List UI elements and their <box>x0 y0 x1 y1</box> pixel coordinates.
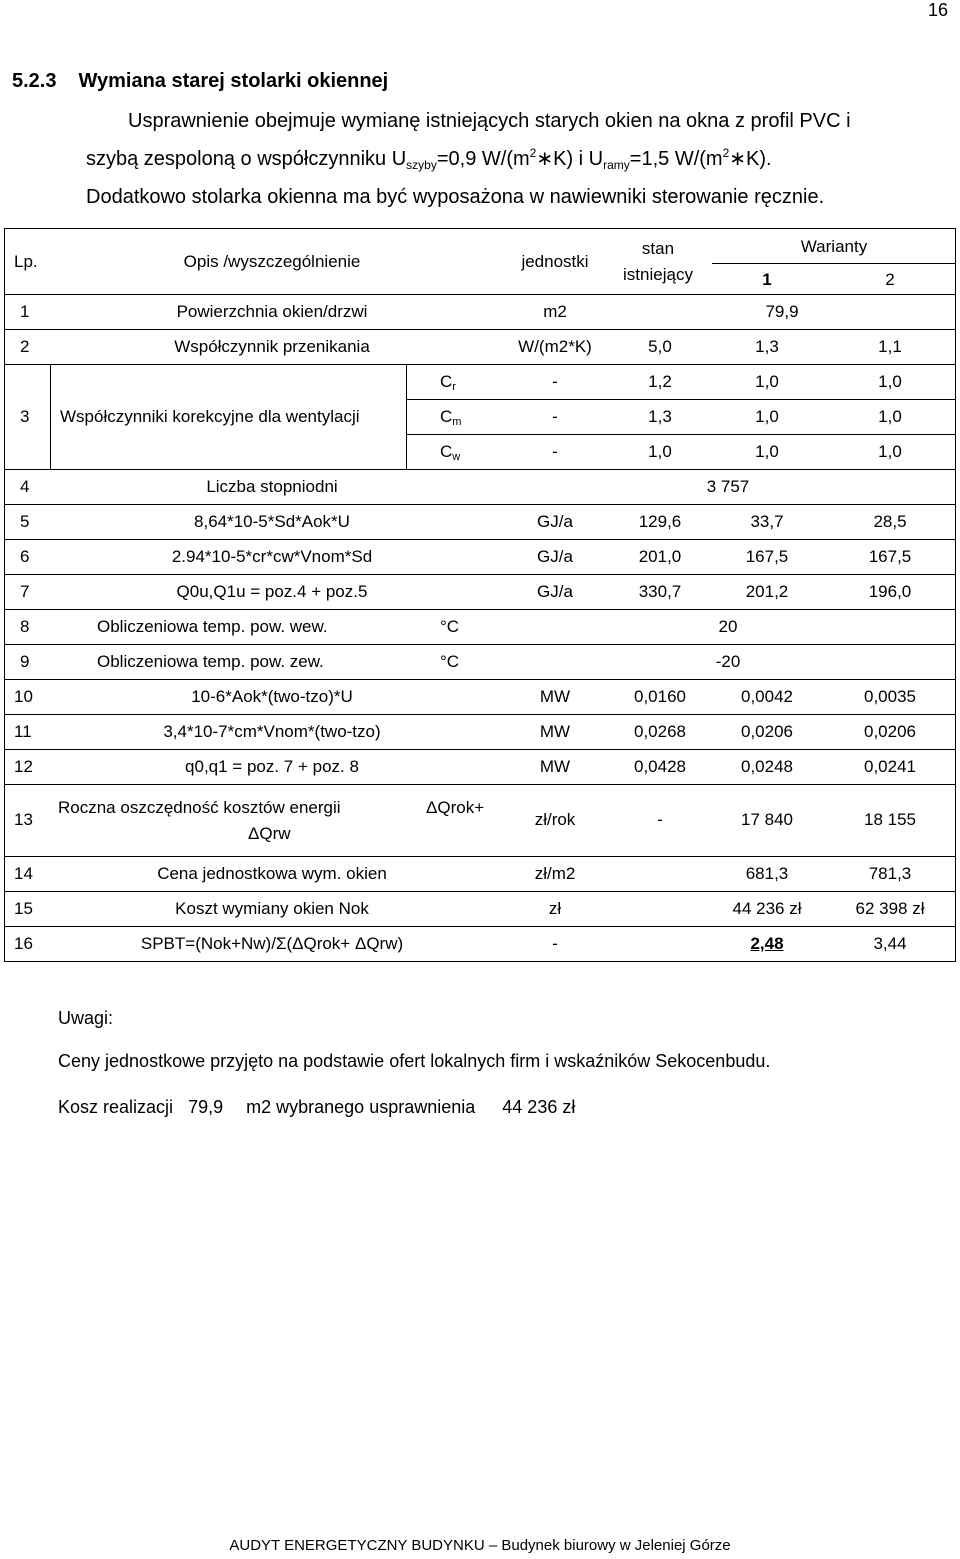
intro-line-1: Usprawnienie obejmuje wymianę istniejących starych okien na okna z profil PVC i <box>128 110 851 132</box>
row11-opis: 3,4*10-7*cm*Vnom*(two-tzo) <box>163 722 381 741</box>
row3-cw-jednostki: - <box>552 442 558 461</box>
notes-title: Uwagi: <box>58 1008 114 1028</box>
row7-lp: 7 <box>20 582 30 601</box>
page-number: 16 <box>927 0 948 20</box>
symbol-text: C <box>440 442 453 461</box>
notes-text: Kosz realizacji <box>58 1097 174 1117</box>
table-rule <box>4 714 956 715</box>
row16-wariant-1: 2,48 <box>750 934 784 953</box>
table-rule <box>4 469 956 470</box>
row13-wariant-2: 18 155 <box>864 810 916 829</box>
intro-line-2 <box>86 137 952 181</box>
header-wariant-2: 2 <box>885 270 895 289</box>
row1-lp: 1 <box>20 302 30 321</box>
row11-wariant-1: 0,0206 <box>741 722 793 741</box>
table-rule <box>4 891 956 892</box>
row12-stan: 0,0428 <box>634 757 686 776</box>
section-heading <box>12 70 388 93</box>
intro-text: ∗K) i U <box>536 148 604 170</box>
table-rule <box>4 329 956 330</box>
header-jednostki: jednostki <box>521 252 589 271</box>
row2-stan: 5,0 <box>648 337 672 356</box>
row5-opis: 8,64*10-5*Sd*Aok*U <box>194 512 350 531</box>
row5-lp: 5 <box>20 512 30 531</box>
row3-divider <box>406 364 407 469</box>
table-rule <box>4 926 956 927</box>
row4-opis: Liczba stopniodni <box>206 477 338 496</box>
row2-wariant-1: 1,3 <box>755 337 779 356</box>
row13-stan: - <box>657 810 663 829</box>
intro-line-3: Dodatkowo stolarka okienna ma być wyposażona w nawiewniki sterowanie ręcznie. <box>86 186 825 208</box>
row14-wariant-1: 681,3 <box>745 864 789 883</box>
table-rule <box>4 856 956 857</box>
row3-cr-wariant-1: 1,0 <box>755 372 779 391</box>
intro-text: =1,5 W/(m <box>629 148 723 170</box>
row16-lp: 16 <box>14 934 33 953</box>
table-rule <box>4 574 956 575</box>
row3-cr-wariant-2: 1,0 <box>878 372 902 391</box>
row12-lp: 12 <box>14 757 33 776</box>
row10-stan: 0,0160 <box>634 687 686 706</box>
row15-opis: Koszt wymiany okien Nok <box>175 899 369 918</box>
row12-opis: q0,q1 = poz. 7 + poz. 8 <box>185 757 359 776</box>
page-footer: AUDYT ENERGETYCZNY BUDYNKU – Budynek biurowy w Jeleniej Górze <box>229 1537 731 1554</box>
table-rule <box>4 784 956 785</box>
table-border-bottom <box>4 961 956 962</box>
notes-area-value: 79,9 <box>188 1097 224 1117</box>
row6-wariant-2: 167,5 <box>868 547 912 566</box>
row8-lp: 8 <box>20 617 30 636</box>
row3-cm-label <box>440 407 461 428</box>
row13-opis-3: ΔQrok+ <box>426 798 485 817</box>
symbol-subscript: m <box>452 416 462 428</box>
symbol-text: C <box>440 372 453 391</box>
section-title: Wymiana starej stolarki okiennej <box>78 70 389 92</box>
row10-opis: 10-6*Aok*(two-tzo)*U <box>191 687 353 706</box>
row10-jednostki: MW <box>539 687 571 706</box>
row3-cw-wariant-2: 1,0 <box>878 442 902 461</box>
row1-value: 79,9 <box>765 302 799 321</box>
notes-line-1: Ceny jednostkowe przyjęto na podstawie ofert lokalnych firm i wskaźników Sekocenbudu. <box>58 1051 771 1071</box>
row14-jednostki: zł/m2 <box>534 864 576 883</box>
row11-lp: 11 <box>14 722 32 741</box>
row3-cw-label <box>440 442 460 463</box>
row11-jednostki: MW <box>539 722 571 741</box>
row13-opis-1: Roczna oszczędność kosztów energii <box>58 798 341 817</box>
intro-text: ∗K). <box>729 148 772 170</box>
row2-lp: 2 <box>20 337 30 356</box>
row1-opis: Powierzchnia okien/drzwi <box>176 302 368 321</box>
row16-opis: SPBT=(Nok+Nw)/Σ(ΔQrok+ ΔQrw) <box>140 934 404 953</box>
row3-opis: Współczynniki korekcyjne dla wentylacji <box>60 407 360 426</box>
header-lp: Lp. <box>14 252 38 271</box>
table-rule <box>4 539 956 540</box>
table-header-rule <box>712 263 956 264</box>
row6-wariant-1: 167,5 <box>745 547 789 566</box>
row11-stan: 0,0268 <box>634 722 686 741</box>
row3-cr-label <box>440 372 456 393</box>
row2-wariant-2: 1,1 <box>878 337 902 356</box>
row5-wariant-1: 33,7 <box>750 512 784 531</box>
row6-opis: 2.94*10-5*cr*cw*Vnom*Sd <box>171 547 373 566</box>
row13-lp: 13 <box>14 810 33 829</box>
row3-cr-stan: 1,2 <box>648 372 672 391</box>
row7-wariant-2: 196,0 <box>868 582 912 601</box>
header-stan-1: stan <box>641 239 675 258</box>
table-rule <box>4 679 956 680</box>
row13-jednostki: zł/rok <box>534 810 576 829</box>
row3-cr-jednostki: - <box>552 372 558 391</box>
row5-wariant-2: 28,5 <box>873 512 907 531</box>
table-rule <box>4 504 956 505</box>
row16-wariant-2: 3,44 <box>873 934 907 953</box>
intro-subscript: szyby <box>406 158 437 172</box>
row12-jednostki: MW <box>539 757 571 776</box>
row15-wariant-1: 44 236 zł <box>732 899 802 918</box>
row5-jednostki: GJ/a <box>537 512 573 531</box>
table-rule <box>4 644 956 645</box>
header-stan-2: istniejący <box>623 265 693 284</box>
symbol-subscript: r <box>452 381 456 393</box>
row10-lp: 10 <box>14 687 33 706</box>
row3-cm-wariant-2: 1,0 <box>878 407 902 426</box>
intro-superscript: 2 <box>529 146 537 160</box>
row8-jednostki: °C <box>440 617 460 636</box>
row2-jednostki: W/(m2*K) <box>518 337 592 356</box>
row12-wariant-1: 0,0248 <box>741 757 793 776</box>
row13-wariant-1: 17 840 <box>741 810 793 829</box>
notes-text: m2 wybranego usprawnienia <box>246 1097 476 1117</box>
row7-jednostki: GJ/a <box>537 582 573 601</box>
row8-opis: Obliczeniowa temp. pow. wew. <box>97 617 328 636</box>
row10-wariant-1: 0,0042 <box>741 687 793 706</box>
row16-jednostki: - <box>552 934 558 953</box>
row7-opis: Q0u,Q1u = poz.4 + poz.5 <box>176 582 368 601</box>
row15-wariant-2: 62 398 zł <box>855 899 925 918</box>
symbol-text: C <box>440 407 453 426</box>
intro-subscript: ramy <box>603 158 630 172</box>
row10-wariant-2: 0,0035 <box>864 687 916 706</box>
row13-opis-2: ΔQrw <box>248 824 291 843</box>
intro-text: szybą zespoloną o współczynniku U <box>86 148 407 170</box>
table-rule <box>4 294 956 295</box>
row14-wariant-2: 781,3 <box>868 864 912 883</box>
notes-line-2 <box>58 1097 575 1118</box>
section-number: 5.2.3 <box>12 70 57 92</box>
row14-lp: 14 <box>14 864 33 883</box>
row9-jednostki: °C <box>440 652 460 671</box>
row3-cm-stan: 1,3 <box>648 407 672 426</box>
row4-value: 3 757 <box>706 477 750 496</box>
row3-lp: 3 <box>20 407 30 426</box>
row11-wariant-2: 0,0206 <box>864 722 916 741</box>
notes-cost-value: 44 236 zł <box>502 1097 576 1117</box>
row3-cm-wariant-1: 1,0 <box>755 407 779 426</box>
table-border-top <box>4 228 956 229</box>
row9-lp: 9 <box>20 652 30 671</box>
row4-lp: 4 <box>20 477 30 496</box>
header-opis: Opis /wyszczególnienie <box>183 252 361 271</box>
intro-superscript: 2 <box>722 146 730 160</box>
row7-stan: 330,7 <box>638 582 682 601</box>
row1-jednostki: m2 <box>543 302 567 321</box>
row9-opis: Obliczeniowa temp. pow. zew. <box>97 652 324 671</box>
row7-wariant-1: 201,2 <box>745 582 789 601</box>
table-rule <box>4 749 956 750</box>
row3-cw-stan: 1,0 <box>648 442 672 461</box>
row14-opis: Cena jednostkowa wym. okien <box>157 864 387 883</box>
table-rule <box>406 434 956 435</box>
table-rule <box>4 364 956 365</box>
row15-jednostki: zł <box>548 899 562 918</box>
symbol-subscript: w <box>452 451 461 463</box>
row12-wariant-2: 0,0241 <box>864 757 916 776</box>
table-rule <box>4 609 956 610</box>
row8-value: 20 <box>718 617 738 636</box>
table-rule <box>406 399 956 400</box>
row3-cw-wariant-1: 1,0 <box>755 442 779 461</box>
table-border-left <box>4 228 5 962</box>
header-wariant-1: 1 <box>762 270 772 289</box>
row3-divider <box>50 364 51 469</box>
row6-lp: 6 <box>20 547 30 566</box>
row9-value: -20 <box>715 652 741 671</box>
row2-opis: Współczynnik przenikania <box>174 337 370 356</box>
row15-lp: 15 <box>14 899 33 918</box>
header-warianty: Warianty <box>800 237 868 256</box>
row5-stan: 129,6 <box>638 512 682 531</box>
row6-stan: 201,0 <box>638 547 682 566</box>
table-border-right <box>955 228 956 962</box>
intro-text: =0,9 W/(m <box>436 148 530 170</box>
row6-jednostki: GJ/a <box>537 547 573 566</box>
row3-cm-jednostki: - <box>552 407 558 426</box>
intro-paragraph <box>86 105 952 213</box>
